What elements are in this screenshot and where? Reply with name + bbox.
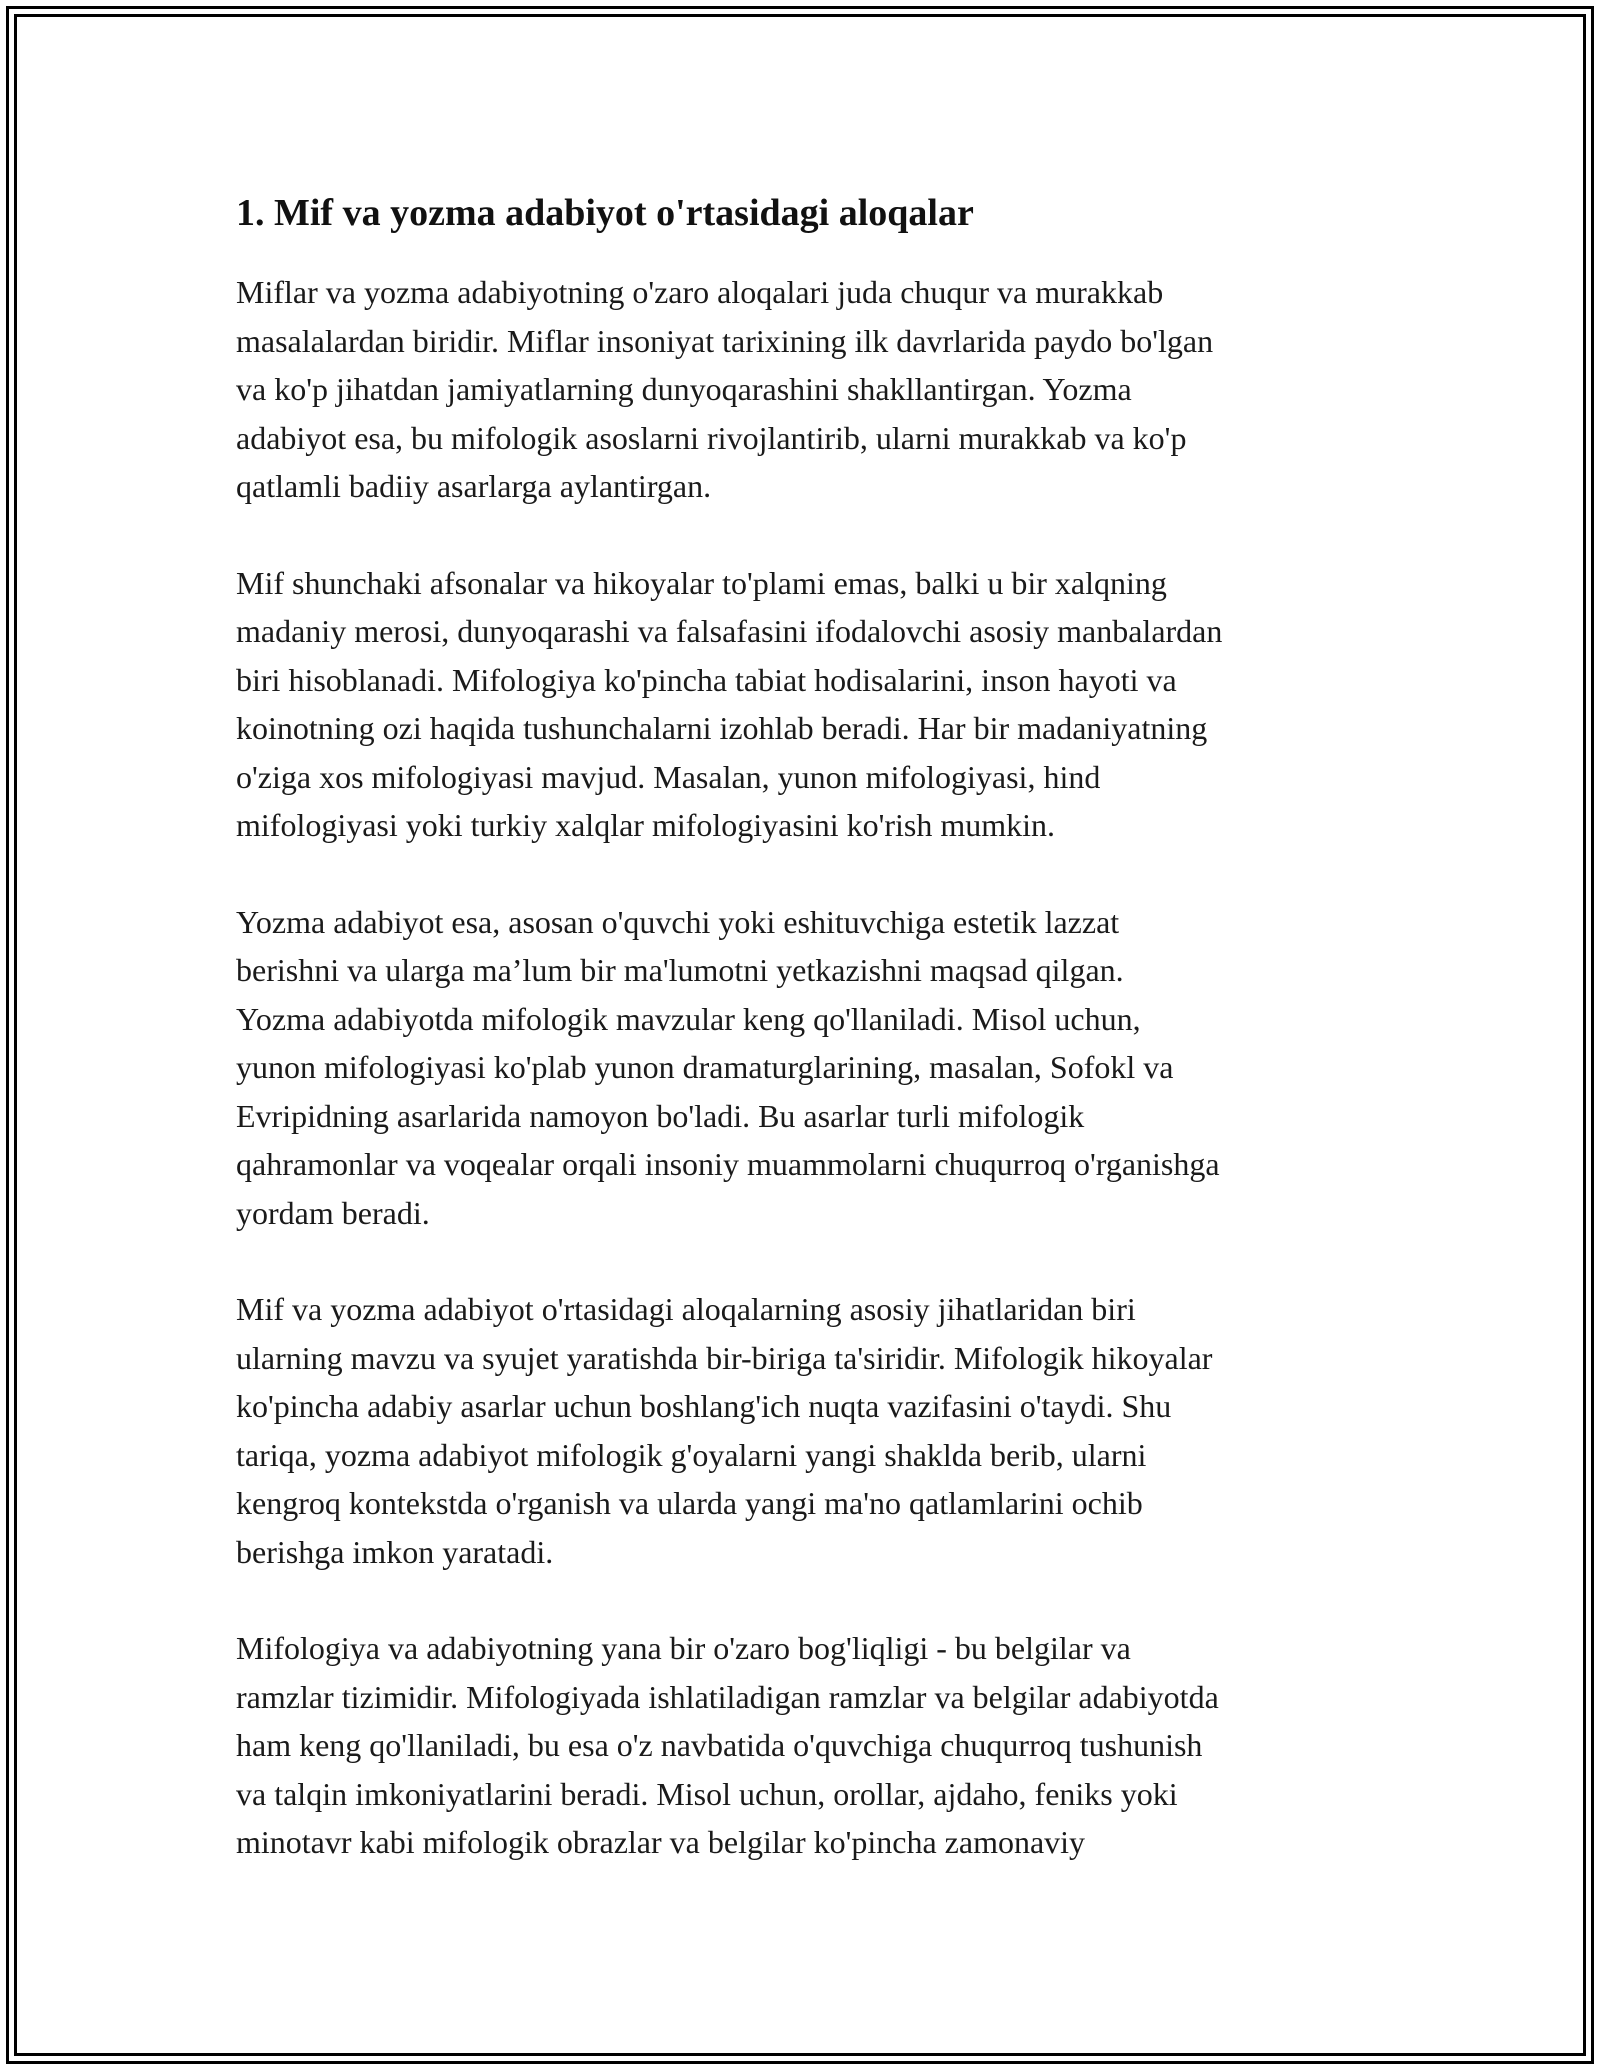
paragraph-line: ham keng qo'llaniladi, bu esa o'z navbatida o'quvchiga chuqurroq tushunish bbox=[236, 1727, 1203, 1763]
paragraph-line: yordam beradi. bbox=[236, 1194, 430, 1231]
section-heading: 1. Mif va yozma adabiyot o'rtasidagi aloqalar bbox=[236, 192, 974, 234]
paragraph-line: kengroq kontekstda o'rganish va ularda yangi ma'no qatlamlarini ochib bbox=[236, 1485, 1143, 1521]
paragraph-line: qahramonlar va voqealar orqali insoniy muammolarni chuqurroq o'rganishga bbox=[236, 1146, 1220, 1182]
document-body bbox=[236, 188, 1386, 1915]
paragraph-line: Evripidning asarlarida namoyon bo'ladi. Bu asarlar turli mifologik bbox=[236, 1097, 1085, 1134]
paragraph-line: Yozma adabiyot esa, asosan o'quvchi yoki eshituvchiga estetik lazzat bbox=[236, 903, 1120, 940]
paragraph-5 bbox=[236, 1624, 1386, 1867]
paragraph-line: ramzlar tizimidir. Mifologiyada ishlatiladigan ramzlar va belgilar adabiyotda bbox=[236, 1678, 1219, 1715]
paragraph-line: va ko'p jihatdan jamiyatlarning dunyoqarashini shakllantirgan. Yozma bbox=[236, 371, 1132, 407]
paragraph-line: va talqin imkoniyatlarini beradi. Misol uchun, orollar, ajdaho, feniks yoki bbox=[236, 1775, 1178, 1812]
paragraph-3 bbox=[236, 898, 1386, 1238]
paragraph-line: adabiyot esa, bu mifologik asoslarni rivojlantirib, ularni murakkab va ko'p bbox=[236, 419, 1187, 456]
paragraph-line: ko'pincha adabiy asarlar uchun boshlang'ich nuqta vazifasini o'taydi. Shu bbox=[236, 1388, 1172, 1424]
paragraph-4 bbox=[236, 1285, 1386, 1576]
paragraph-line: qatlamli badiiy asarlarga aylantirgan. bbox=[236, 468, 712, 504]
paragraph-line: yunon mifologiyasi ko'plab yunon dramaturglarining, masalan, Sofokl va bbox=[236, 1049, 1174, 1085]
paragraph-line: Yozma adabiyotda mifologik mavzular keng qo'llaniladi. Misol uchun, bbox=[236, 1000, 1141, 1037]
paragraph-line: masalalardan biridir. Miflar insoniyat tarixining ilk davrlarida paydo bo'lgan bbox=[236, 322, 1214, 359]
paragraph-line: berishga imkon yaratadi. bbox=[236, 1533, 554, 1570]
paragraph-1 bbox=[236, 268, 1386, 511]
paragraph-line: koinotning ozi haqida tushunchalarni izohlab beradi. Har bir madaniyatning bbox=[236, 710, 1208, 746]
paragraph-line: berishni va ularga ma’lum bir ma'lumotni yetkazishni maqsad qilgan. bbox=[236, 952, 1124, 988]
paragraph-line: Mifologiya va adabiyotning yana bir o'zaro bog'liqligi - bu belgilar va bbox=[236, 1630, 1131, 1666]
paragraph-line: tariqa, yozma adabiyot mifologik g'oyalarni yangi shaklda berib, ularni bbox=[236, 1436, 1147, 1473]
paragraph-line: madaniy merosi, dunyoqarashi va falsafasini ifodalovchi asosiy manbalardan bbox=[236, 613, 1223, 649]
paragraph-line: Mif shunchaki afsonalar va hikoyalar to'plami emas, balki u bir xalqning bbox=[236, 564, 1167, 601]
paragraph-line: ularning mavzu va syujet yaratishda bir-biriga ta'siridir. Mifologik hikoyalar bbox=[236, 1339, 1213, 1376]
paragraph-line: o'ziga xos mifologiyasi mavjud. Masalan, yunon mifologiyasi, hind bbox=[236, 758, 1101, 795]
paragraph-2 bbox=[236, 559, 1386, 850]
paragraph-line: biri hisoblanadi. Mifologiya ko'pincha tabiat hodisalarini, inson hayoti va bbox=[236, 661, 1177, 698]
paragraph-line: Miflar va yozma adabiyotning o'zaro aloqalari juda chuqur va murakkab bbox=[236, 274, 1164, 310]
paragraph-line: Mif va yozma adabiyot o'rtasidagi aloqalarning asosiy jihatlaridan biri bbox=[236, 1291, 1136, 1327]
paragraph-line: mifologiyasi yoki turkiy xalqlar mifologiyasini ko'rish mumkin. bbox=[236, 807, 1056, 843]
paragraph-line: minotavr kabi mifologik obrazlar va belgilar ko'pincha zamonaviy bbox=[236, 1824, 1086, 1860]
